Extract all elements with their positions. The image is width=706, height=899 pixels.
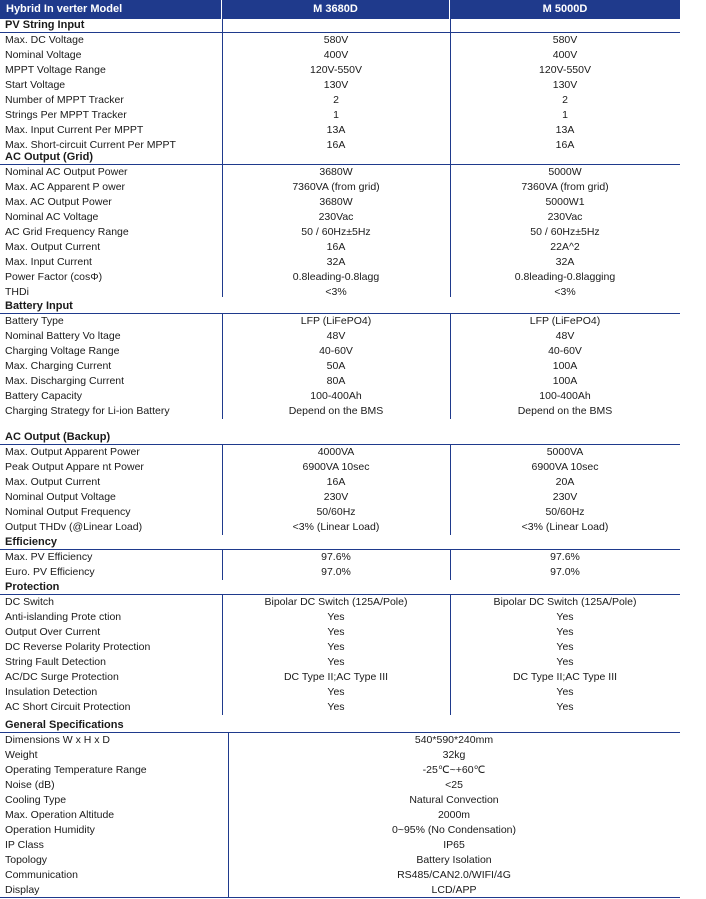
row-value-model-1: 97.0% [321,566,351,578]
row-value-model-1: Yes [327,686,345,698]
row-value-model-1: 16A [326,241,346,253]
table-row [0,883,680,898]
row-label: Max. Short-circuit Current Per MPPT [5,139,176,151]
row-value-model-1: 50/60Hz [316,506,356,518]
battery-section [0,299,680,419]
section-title: General Specifications [5,719,124,731]
column-divider [228,733,229,898]
row-value-model-1: 1 [333,109,339,121]
column-divider [450,595,451,715]
section-title: AC Output (Grid) [5,151,93,163]
row-value-model-2: Yes [556,641,574,653]
table-row [0,670,680,685]
column-divider [222,595,223,715]
table-row [0,108,680,123]
row-value: Battery Isolation [416,854,492,866]
section-title-row [0,718,680,733]
table-row [0,460,680,475]
row-label: Max. PV Efficiency [5,551,93,563]
row-label: String Fault Detection [5,656,106,668]
column-divider [222,445,223,535]
row-value-model-1: 97.6% [321,551,351,563]
row-value-model-1: 48V [326,330,346,342]
row-value-model-1: 580V [323,34,349,46]
row-label: Anti-islanding Prote ction [5,611,122,623]
row-value-model-2: 130V [552,79,578,91]
row-value-model-2: 97.6% [550,551,580,563]
row-label: Nominal AC Output Power [5,166,128,178]
row-value-model-2: LFP (LiFePO4) [529,315,601,327]
table-row [0,225,680,240]
row-value-model-1: Bipolar DC Switch (125A/Pole) [264,596,408,608]
table-row [0,625,680,640]
row-label: Max. Output Current [5,241,101,253]
table-row [0,610,680,625]
row-label: Battery Type [5,315,64,327]
row-value-model-1: 16A [326,139,346,151]
section-title-row [0,299,680,314]
row-label: Display [5,884,40,896]
row-value: LCD/APP [431,884,477,896]
section-title: Protection [5,581,60,593]
table-row [0,389,680,404]
table-row [0,838,680,853]
row-value-model-2: <3% (Linear Load) [521,521,609,533]
row-label: Max. AC Apparent P ower [5,181,126,193]
table-row [0,823,680,838]
section-title: PV String Input [5,19,85,31]
row-value-model-1: 120V-550V [310,64,362,76]
row-value-model-2: 6900VA 10sec [531,461,599,473]
row-value-model-1: Yes [327,611,345,623]
row-label: Operation Humidity [5,824,95,836]
row-value-model-2: 97.0% [550,566,580,578]
table-row [0,78,680,93]
table-row [0,475,680,490]
row-value-model-2: 1 [562,109,568,121]
row-label: AC Short Circuit Protection [5,701,131,713]
row-label: Communication [5,869,78,881]
row-value: 0~95% (No Condensation) [391,824,517,836]
row-value-model-2: 100-400Ah [539,390,591,402]
row-value-model-1: <3% [325,286,347,298]
table-row [0,853,680,868]
column-divider [450,19,451,297]
general-section [0,718,680,898]
table-row [0,445,680,460]
row-value-model-2: Bipolar DC Switch (125A/Pole) [493,596,637,608]
table-row [0,520,680,535]
column-divider [222,314,223,419]
row-value-model-1: Yes [327,701,345,713]
table-row [0,33,680,48]
row-label: DC Reverse Polarity Protection [5,641,151,653]
row-value-model-1: 13A [326,124,346,136]
row-label: AC Grid Frequency Range [5,226,129,238]
row-label: Peak Output Appare nt Power [5,461,144,473]
row-label: MPPT Voltage Range [5,64,106,76]
row-divider [0,313,680,314]
row-label: Dimensions W x H x D [5,734,111,746]
row-label: Euro. PV Efficiency [5,566,95,578]
row-label: Max. Discharging Current [5,375,125,387]
table-row [0,685,680,700]
table-row [0,344,680,359]
row-label: Output Over Current [5,626,101,638]
row-divider [0,897,680,898]
row-value-model-2: 13A [555,124,575,136]
column-divider [450,314,451,419]
section-title: Battery Input [5,300,73,312]
row-label: Max. AC Output Power [5,196,112,208]
row-value-model-1: 32A [326,256,346,268]
row-value: 2000m [437,809,471,821]
table-row [0,550,680,565]
header-model-2: M 5000D [542,3,588,15]
row-label: Strings Per MPPT Tracker [5,109,127,121]
row-value-model-1: 100-400Ah [310,390,362,402]
row-value-model-2: 230Vac [547,211,583,223]
row-value: IP65 [443,839,465,851]
row-value-model-2: 100A [552,375,578,387]
row-value-model-2: 5000W1 [545,196,585,208]
row-value-model-2: 48V [555,330,575,342]
efficiency-section [0,535,680,580]
table-row [0,505,680,520]
row-value-model-2: <3% [554,286,576,298]
row-value-model-2: 0.8leading-0.8lagging [514,271,616,283]
table-row [0,195,680,210]
row-value-model-2: Yes [556,611,574,623]
row-value-model-2: DC Type II;AC Type III [512,671,618,683]
section-title-row [0,18,680,33]
table-row [0,655,680,670]
protection-section [0,580,680,715]
row-label: Operating Temperature Range [5,764,147,776]
table-row [0,285,680,300]
row-value-model-2: 120V-550V [539,64,591,76]
row-label: Topology [5,854,48,866]
row-label: Insulation Detection [5,686,98,698]
row-value-model-2: Yes [556,656,574,668]
row-value-model-2: 50/60Hz [545,506,585,518]
table-row [0,793,680,808]
row-label: AC/DC Surge Protection [5,671,119,683]
row-label: Number of MPPT Tracker [5,94,124,106]
row-value-model-2: 40-60V [548,345,582,357]
row-value-model-1: 16A [326,476,346,488]
row-value-model-1: 6900VA 10sec [302,461,370,473]
row-value: 32kg [442,749,466,761]
section-title-row [0,580,680,595]
row-value-model-1: LFP (LiFePO4) [300,315,372,327]
column-divider [450,550,451,580]
row-label: Cooling Type [5,794,67,806]
table-row [0,595,680,610]
row-value-model-2: Yes [556,686,574,698]
table-header [0,0,680,19]
row-label: Charging Strategy for Li-ion Battery [5,405,170,417]
row-label: Max. Operation Altitude [5,809,115,821]
row-value-model-2: 400V [552,49,578,61]
row-value-model-1: DC Type II;AC Type III [283,671,389,683]
row-value-model-1: 7360VA (from grid) [292,181,380,193]
row-value-model-1: Yes [327,641,345,653]
row-value-model-1: 80A [326,375,346,387]
table-row [0,404,680,419]
pv-section [0,18,680,153]
row-value-model-1: 3680W [319,166,353,178]
row-value-model-1: 230V [323,491,349,503]
table-row [0,63,680,78]
row-label: Output THDv (@Linear Load) [5,521,143,533]
row-label: Nominal Voltage [5,49,82,61]
row-value: <25 [445,779,463,791]
table-row [0,329,680,344]
table-row [0,640,680,655]
table-row [0,374,680,389]
table-row [0,763,680,778]
table-row [0,314,680,329]
row-value-model-2: 50 / 60Hz±5Hz [530,226,600,238]
row-label: Nominal AC Voltage [5,211,99,223]
table-row [0,93,680,108]
section-title-row [0,430,680,445]
table-row [0,868,680,883]
header-label: Hybrid In verter Model [0,0,222,19]
row-label: Max. Charging Current [5,360,112,372]
column-divider [222,550,223,580]
row-value: 540*590*240mm [414,734,494,746]
table-row [0,165,680,180]
table-row [0,808,680,823]
row-value-model-1: Yes [327,626,345,638]
section-title-row [0,535,680,550]
row-value-model-2: 5000VA [546,446,584,458]
row-value: Natural Convection [409,794,499,806]
table-row [0,490,680,505]
row-label: Weight [5,749,38,761]
table-row [0,700,680,715]
row-value-model-1: 3680W [319,196,353,208]
row-value-model-2: 5000W [548,166,582,178]
table-row [0,255,680,270]
row-value-model-2: 20A [555,476,575,488]
row-value-model-2: Yes [556,626,574,638]
row-value-model-1: 50A [326,360,346,372]
row-label: Charging Voltage Range [5,345,120,357]
row-value-model-1: Yes [327,656,345,668]
row-value-model-2: 32A [555,256,575,268]
row-value-model-1: <3% (Linear Load) [292,521,380,533]
row-label: Nominal Battery Vo ltage [5,330,121,342]
table-row [0,210,680,225]
table-row [0,180,680,195]
table-row [0,733,680,748]
row-value-model-2: 580V [552,34,578,46]
row-value-model-1: 4000VA [317,446,355,458]
header-model-1: M 3680D [222,0,450,19]
table-row [0,359,680,374]
row-label: Max. Output Apparent Power [5,446,140,458]
row-value-model-2: 16A [555,139,575,151]
row-value-model-1: 40-60V [319,345,353,357]
row-divider [0,444,680,445]
table-row [0,270,680,285]
table-row [0,778,680,793]
row-label: DC Switch [5,596,55,608]
column-divider [222,19,223,297]
row-value-model-2: 100A [552,360,578,372]
row-label: Max. Output Current [5,476,101,488]
row-divider [0,32,680,33]
row-value-model-2: 230V [552,491,578,503]
row-label: Battery Capacity [5,390,83,402]
table-row [0,565,680,580]
row-value-model-2: 2 [562,94,568,106]
ac-backup-section [0,430,680,535]
row-value-model-1: 230Vac [318,211,354,223]
table-row [0,48,680,63]
row-divider [0,594,680,595]
row-value-model-1: 400V [323,49,349,61]
row-value-model-1: 2 [333,94,339,106]
section-title: Efficiency [5,536,57,548]
row-label: Nominal Output Frequency [5,506,131,518]
ac-grid-section [0,150,680,300]
row-divider [0,549,680,550]
row-label: Noise (dB) [5,779,55,791]
row-label: Power Factor (cosΦ) [5,271,103,283]
row-value-model-2: Depend on the BMS [517,405,613,417]
section-title: AC Output (Backup) [5,431,111,443]
row-value-model-1: Depend on the BMS [288,405,384,417]
row-divider [0,732,680,733]
row-label: IP Class [5,839,44,851]
row-divider [0,164,680,165]
row-value-model-2: Yes [556,701,574,713]
row-value: -25℃~+60℃ [422,764,486,776]
section-title-row [0,150,680,165]
row-label: THDi [5,286,29,298]
table-row [0,240,680,255]
row-label: Start Voltage [5,79,66,91]
row-value-model-1: 50 / 60Hz±5Hz [301,226,371,238]
row-label: Max. DC Voltage [5,34,84,46]
table-row [0,123,680,138]
row-value-model-2: 7360VA (from grid) [521,181,609,193]
table-row [0,748,680,763]
row-value: RS485/CAN2.0/WIFI/4G [397,869,511,881]
row-label: Nominal Output Voltage [5,491,116,503]
column-divider [450,445,451,535]
row-value-model-1: 0.8leading-0.8lagg [292,271,380,283]
row-label: Max. Input Current Per MPPT [5,124,144,136]
row-value-model-1: 130V [323,79,349,91]
row-label: Max. Input Current [5,256,92,268]
row-value-model-2: 22A^2 [550,241,580,253]
